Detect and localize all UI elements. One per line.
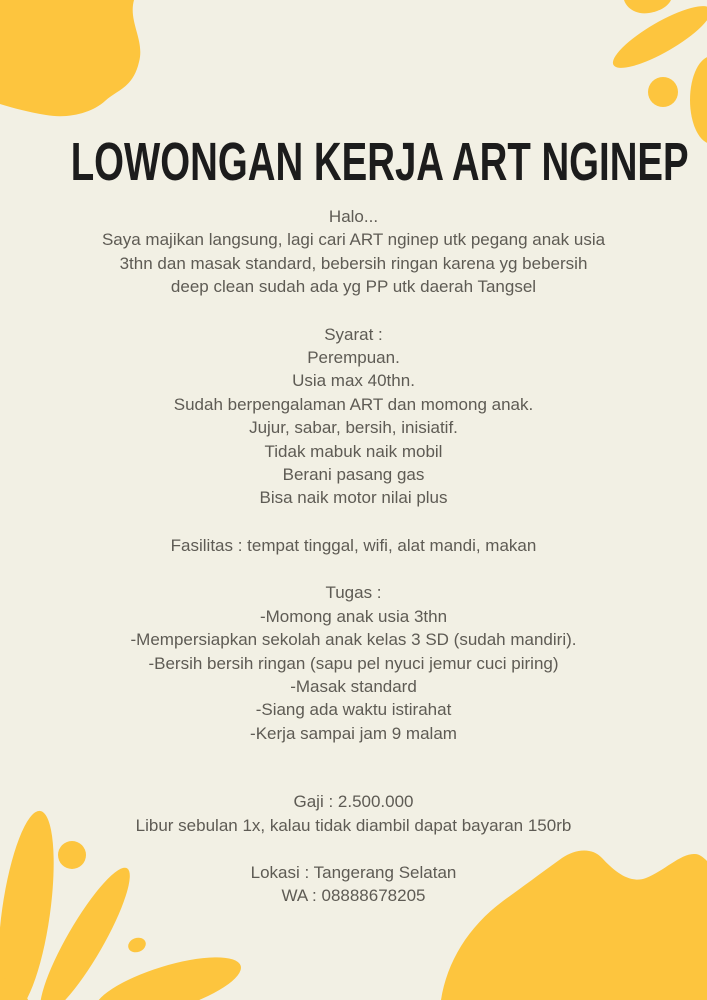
salary-section (0, 790, 707, 837)
duties-heading: Tugas : (325, 583, 382, 603)
duty-item: -Mempersiapkan sekolah anak kelas 3 SD (sudah mandiri). (130, 630, 577, 650)
section-spacer-large (0, 745, 707, 790)
requirement-item: Perempuan. (307, 348, 400, 368)
section-spacer (0, 837, 707, 861)
requirement-item: Sudah berpengalaman ART dan momong anak. (173, 394, 534, 414)
intro-line: 3thn dan masak standard, bebersih ringan karena yg bebersih (119, 253, 588, 273)
intro-section (0, 205, 707, 299)
facilities-section (0, 534, 707, 557)
whatsapp-line: WA : 08888678205 (281, 886, 426, 906)
requirement-item: Tidak mabuk naik mobil (264, 441, 443, 461)
location-line: Lokasi : Tangerang Selatan (250, 862, 457, 882)
intro-line: Saya majikan langsung, lagi cari ART nginep utk pegang anak usia (101, 230, 606, 250)
requirement-item: Berani pasang gas (282, 465, 425, 485)
duty-item: -Bersih bersih ringan (sapu pel nyuci jemur cuci piring) (148, 653, 559, 673)
duty-item: -Masak standard (290, 676, 417, 696)
facilities-line: Fasilitas : tempat tinggal, wifi, alat mandi, makan (170, 535, 537, 555)
section-spacer (0, 557, 707, 581)
contact-section (0, 861, 707, 908)
duty-item: -Momong anak usia 3thn (259, 606, 448, 626)
section-spacer (0, 299, 707, 323)
duties-section (0, 581, 707, 745)
duty-item: -Siang ada waktu istirahat (255, 700, 452, 720)
requirements-heading: Syarat : (324, 324, 383, 344)
salary-line: Gaji : 2.500.000 (293, 792, 414, 812)
requirement-item: Bisa naik motor nilai plus (259, 488, 448, 508)
intro-line: deep clean sudah ada yg PP utk daerah Tangsel (170, 277, 537, 297)
section-spacer (0, 510, 707, 534)
intro-line: Halo... (328, 207, 379, 226)
requirement-item: Jujur, sabar, bersih, inisiatif. (249, 418, 458, 438)
requirement-item: Usia max 40thn. (292, 371, 415, 391)
requirements-section (0, 323, 707, 510)
duty-item: -Kerja sampai jam 9 malam (250, 723, 457, 743)
dayoff-line: Libur sebulan 1x, kalau tidak diambil dapat bayaran 150rb (135, 815, 572, 835)
poster-title: LOWONGAN KERJA ART NGINEP (70, 132, 689, 193)
